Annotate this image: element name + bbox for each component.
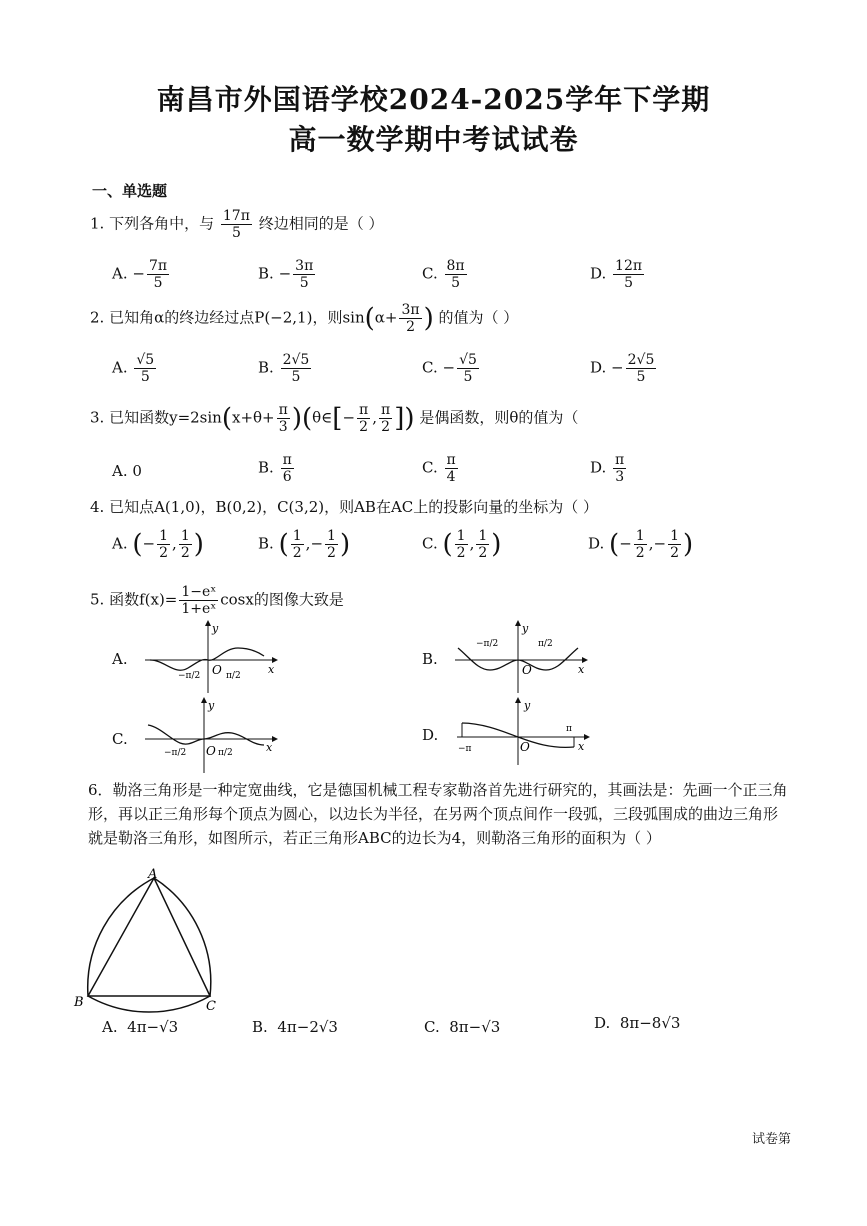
graph-c xyxy=(140,695,280,775)
question-1: 1. 下列各角中，与 $\frac{17\pi}{5}$ 终边相同的是（ ） xyxy=(90,208,384,241)
q6-option-d: D. 8π−8√3 xyxy=(594,1014,681,1032)
graph-b xyxy=(450,618,590,698)
svg-text:x: x xyxy=(578,740,585,753)
q4-option-c: C. ( $\frac{1}{2}$ , $\frac{1}{2}$ ) xyxy=(422,528,502,561)
svg-text:−π/2: −π/2 xyxy=(164,748,187,758)
q4-option-d: D. (− $\frac{1}{2}$ ,− $\frac{1}{2}$ ) xyxy=(588,528,694,561)
svg-text:C: C xyxy=(206,999,216,1014)
q2-option-d: D. − $\frac{2√5}{5}$ xyxy=(590,352,655,385)
svg-text:π/2: π/2 xyxy=(226,671,241,681)
question-3: 3. 已知函数y=2sin(x+θ+ $\frac{\pi}{3}$ )(θ∈[− $\frac{\pi}{2}$ , $\frac{\pi}{2}$ ]) 是偶函数，则θ的值为（ xyxy=(90,402,579,435)
reuleaux-triangle-figure xyxy=(70,866,240,1026)
graph-a xyxy=(140,618,280,698)
q6-option-c: C. 8π−√3 xyxy=(424,1018,501,1036)
q5-option-b: B. xyxy=(422,650,438,668)
q5-option-d: D. xyxy=(422,726,439,744)
svg-text:y: y xyxy=(212,622,219,635)
q3-option-b: B. $\frac{\pi}{6}$ xyxy=(258,452,292,485)
section-heading: 一、单选题 xyxy=(92,182,168,200)
svg-text:O: O xyxy=(212,663,222,677)
svg-text:−π/2: −π/2 xyxy=(476,639,499,649)
q3-option-d: D. $\frac{\pi}{3}$ xyxy=(590,452,625,485)
question-4: 4. 已知点A(1,0)，B(0,2)，C(3,2)，则AB在AC上的投影向量的坐标为（ ） xyxy=(90,498,599,516)
q1-option-b: B. − $\frac{3\pi}{5}$ xyxy=(258,258,314,291)
fraction: $\frac{17\pi}{5}$ xyxy=(222,208,250,241)
q5-option-c: C. xyxy=(112,730,128,748)
q6-option-a: A. 4π−√3 xyxy=(102,1018,179,1036)
svg-text:π: π xyxy=(566,724,572,734)
q6-option-b: B. 4π−2√3 xyxy=(252,1018,338,1036)
q3-option-a: A. 0 xyxy=(112,462,142,480)
q1-option-c: C. $\frac{8\pi}{5}$ xyxy=(422,258,465,291)
svg-text:π/2: π/2 xyxy=(218,748,233,758)
svg-text:O: O xyxy=(522,663,532,677)
svg-text:y: y xyxy=(522,622,529,635)
svg-text:y: y xyxy=(524,699,531,712)
q4-option-b: B. ( $\frac{1}{2}$ ,− $\frac{1}{2}$ ) xyxy=(258,528,351,561)
q5-option-a: A. xyxy=(112,650,128,668)
svg-text:A: A xyxy=(148,867,158,882)
q2-option-b: B. $\frac{2√5}{5}$ xyxy=(258,352,310,385)
question-2: 2. 已知角α的终边经过点P(−2,1)，则sin(α+ $\frac{3\pi}{2}$ ) 的值为（ ） xyxy=(90,302,519,335)
svg-text:y: y xyxy=(208,699,215,712)
svg-text:x: x xyxy=(266,741,273,754)
svg-text:B: B xyxy=(74,995,84,1010)
question-5: 5. 函数f(x)= $\frac{\text{1−eˣ}}{\text{1+eˣ}}$ cosx的图像大致是 xyxy=(90,584,344,617)
q2-option-c: C. − $\frac{√5}{5}$ xyxy=(422,352,477,385)
graph-d xyxy=(452,695,592,775)
q3-option-c: C. $\frac{\pi}{4}$ xyxy=(422,452,456,485)
svg-text:O: O xyxy=(520,740,530,754)
svg-text:−π: −π xyxy=(458,744,472,754)
svg-text:π/2: π/2 xyxy=(538,639,553,649)
page-footer: 试卷第 xyxy=(752,1132,792,1147)
title-line-1: 南昌市外国语学校2024-2025学年下学期 xyxy=(156,83,711,116)
svg-text:x: x xyxy=(578,663,585,676)
q1-option-d: D. $\frac{12\pi}{5}$ xyxy=(590,258,643,291)
svg-text:−π/2: −π/2 xyxy=(178,671,201,681)
q4-option-a: A. (− $\frac{1}{2}$ , $\frac{1}{2}$ ) xyxy=(112,528,204,561)
q2-option-a: A. $\frac{√5}{5}$ xyxy=(112,352,155,385)
title-line-2: 高一数学期中考试试卷 xyxy=(288,123,579,156)
q1-option-a: A. − $\frac{7\pi}{5}$ xyxy=(112,258,168,291)
question-6: 6．勒洛三角形是一种定宽曲线，它是德国机械工程专家勒洛首先进行研究的，其画法是：先画一个正三角形，再以正三角形每个顶点为圆心，以边长为半径，在另两个顶点间作一段弧，三段弧围成的曲边三角形就是勒洛三角形，如图所示，若正三角形ABC的边长为4，则勒洛三角形的面积为（ ） xyxy=(88,781,788,847)
svg-text:O: O xyxy=(206,744,216,758)
svg-text:x: x xyxy=(268,663,275,676)
